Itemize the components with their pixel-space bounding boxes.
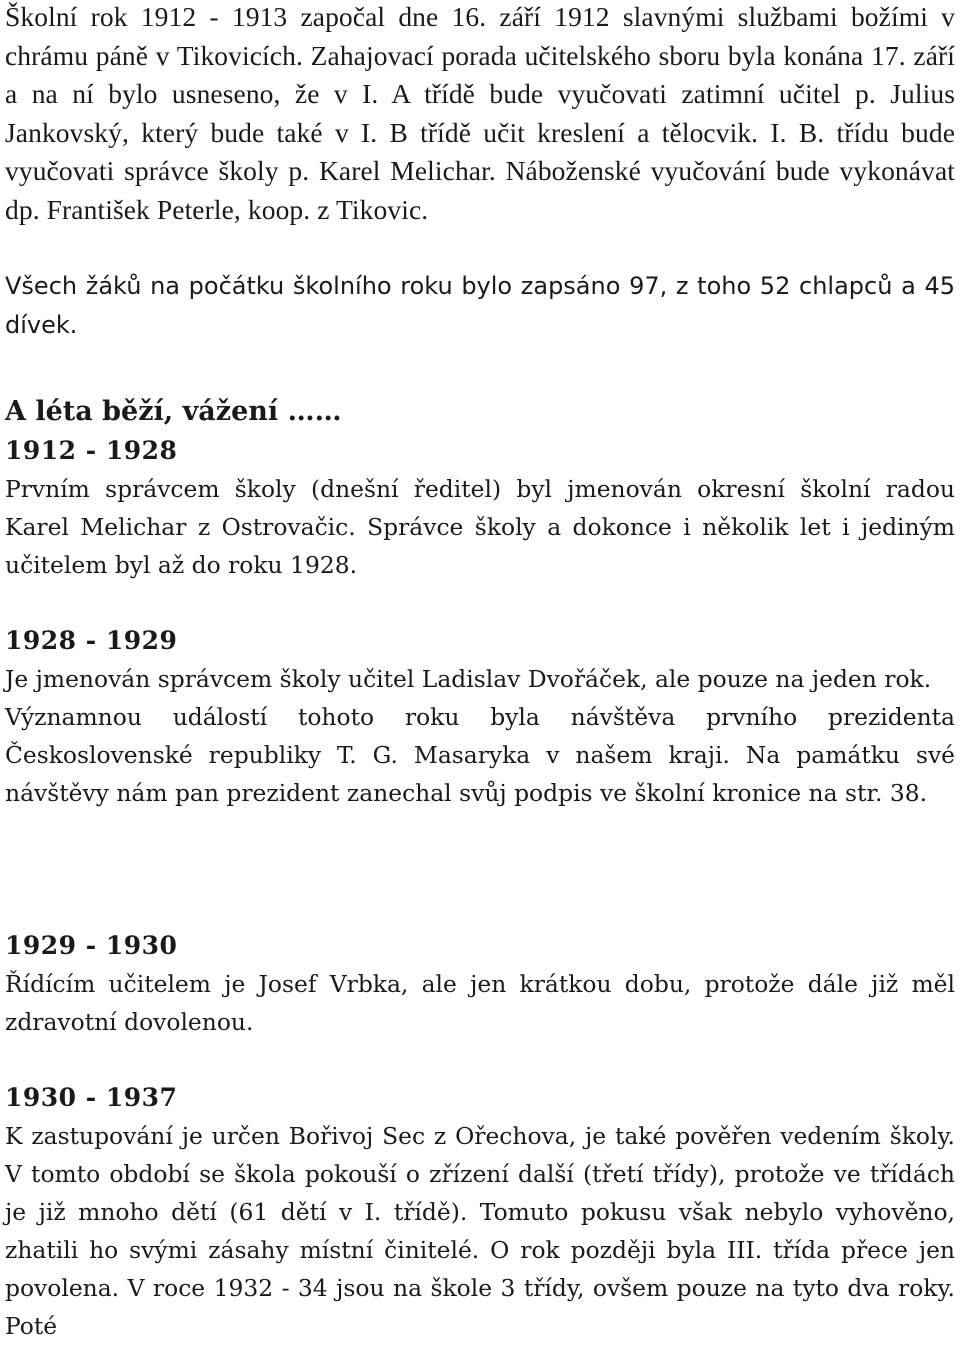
section-heading: A léta běží, vážení …… (5, 396, 342, 427)
intro-paragraph-1: Školní rok 1912 - 1913 započal dne 16. září 1912 slavnými službami božími v chrámu páně v Tikovicích. Zahajovací porada učitelského sboru byla konána 17. září a na ní bylo usneseno, že v I. A třídě bude vyučovati zatimní učitel p. Julius Jankovský, který bude také v I. B třídě učit kreslení a tělocvik. I. B. třídu bude vyučovati správce školy p. Karel Melichar. Náboženské vyučování bude vykonávat dp. František Peterle, koop. z Tikovic. (5, 1, 955, 225)
section-text: Prvním správcem školy (dnešní ředitel) byl jmenován okresní školní radou Karel Melichar z Ostrovačic. Správce školy a dokonce i několik let i jediným učitelem byl až do roku 1928. (5, 475, 955, 579)
section-years: 1912 - 1928 (5, 436, 178, 465)
section-years: 1929 - 1930 (5, 931, 178, 960)
section-1930-1937 (5, 1079, 955, 1345)
section-text-2: Významnou událostí tohoto roku byla návštěva prvního prezidenta Československé republiky T. G. Masaryka v našem kraji. Na památku své návštěvy nám pan prezident zanechal svůj podpis ve školní kronice na str. 38. (5, 703, 955, 807)
section-years: 1930 - 1937 (5, 1083, 178, 1112)
section-1928-1929 (5, 622, 955, 812)
section-text: Řídícím učitelem je Josef Vrbka, ale jen krátkou dobu, protože dále již měl zdravotní dovolenou. (5, 970, 955, 1036)
intro-paragraph-2: Všech žáků na počátku školního roku bylo zapsáno 97, z toho 52 chlapců a 45 dívek. (5, 272, 955, 339)
section-years: 1928 - 1929 (5, 626, 178, 655)
section-1912-1928 (5, 432, 955, 584)
section-text: K zastupování je určen Bořivoj Sec z Ořechova, je také pověřen vedením školy. V tomto období se škola pokouší o zřízení další (třetí třídy), protože ve třídách je již mnoho dětí (61 dětí v I. třídě). Tomuto pokusu však nebylo vyhověno, zhatili ho svými zásahy místní činitelé. O rok později byla III. třída přece jen povolena. V roce 1932 - 34 jsou na škole 3 třídy, ovšem pouze na tyto dva roky. Poté (5, 1122, 955, 1340)
section-text: Je jmenován správcem školy učitel Ladislav Dvořáček, ale pouze na jeden rok. (5, 665, 932, 693)
section-1929-1930 (5, 927, 955, 1041)
